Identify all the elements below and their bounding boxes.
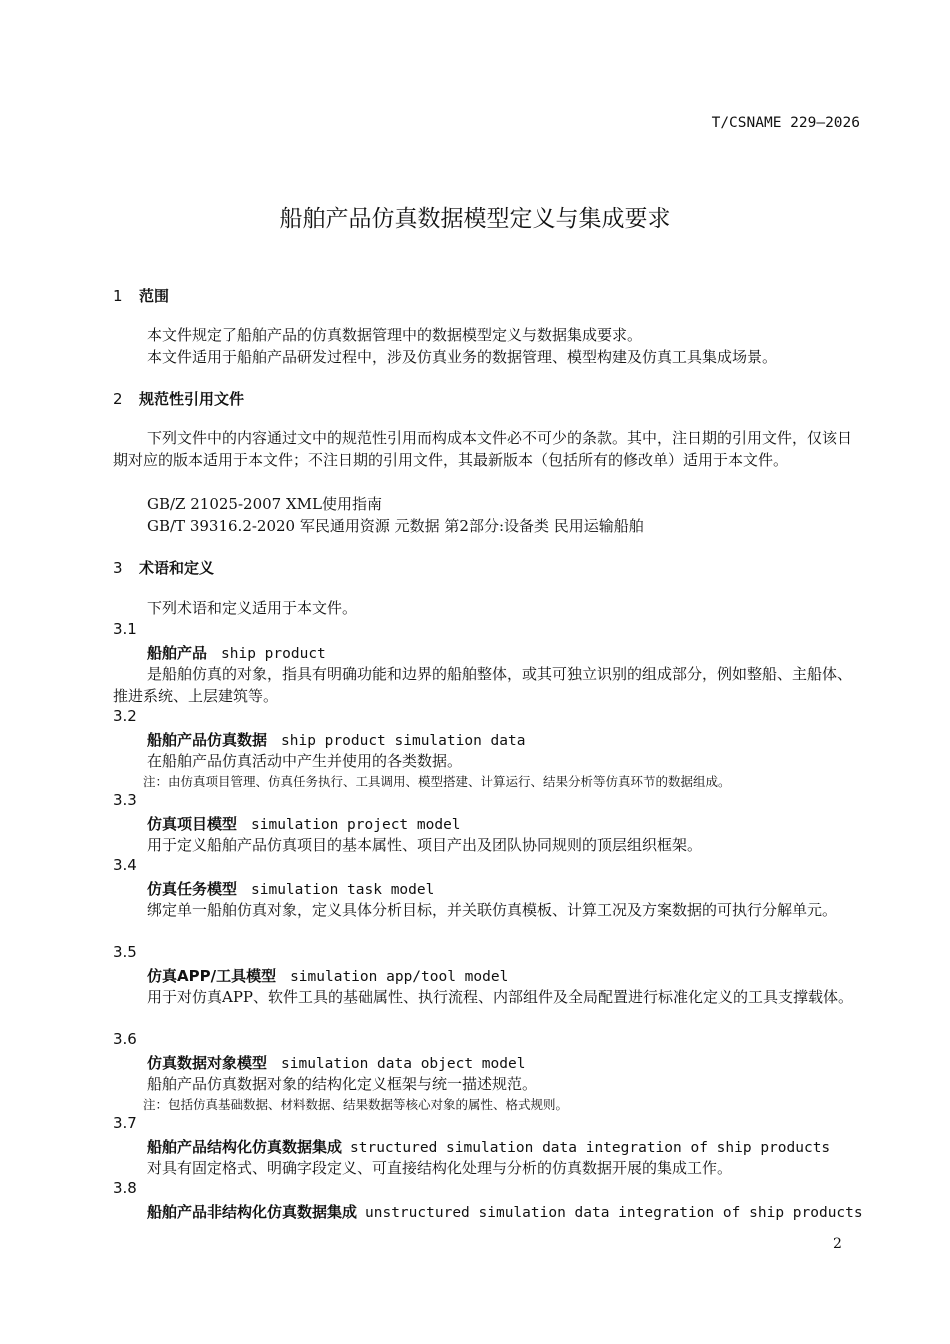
- term-number: 3.7: [113, 1114, 137, 1132]
- page-number: 2: [833, 1236, 842, 1252]
- term-zh: 船舶产品结构化仿真数据集成: [147, 1138, 343, 1156]
- term-zh: 船舶产品仿真数据: [147, 731, 268, 749]
- section-title: 规范性引用文件: [139, 390, 245, 408]
- term-heading: [147, 729, 525, 750]
- term-number: 3.3: [113, 791, 137, 809]
- term-en: structured simulation data integration of ship products: [350, 1140, 831, 1156]
- term-heading: [147, 1136, 830, 1157]
- term-definition: 绑定单一船舶仿真对象，定义具体分析目标，并关联仿真模板、计算工况及方案数据的可执行分解单元。: [147, 901, 838, 919]
- term-en: simulation task model: [251, 882, 435, 898]
- document-title: 船舶产品仿真数据模型定义与集成要求: [279, 206, 671, 232]
- section-3-heading: [113, 557, 214, 578]
- section-number: 2: [113, 390, 123, 408]
- term-heading: [147, 878, 434, 899]
- reference-item: GB/Z 21025-2007 XML使用指南: [147, 495, 382, 513]
- term-zh: 仿真数据对象模型: [147, 1054, 268, 1072]
- term-definition: 对具有固定格式、明确字段定义、可直接结构化处理与分析的仿真数据开展的集成工作。: [147, 1159, 733, 1177]
- term-heading: [147, 1052, 525, 1073]
- scope-paragraph-1: 本文件规定了船舶产品的仿真数据管理中的数据模型定义与数据集成要求。: [147, 326, 643, 344]
- section-2-heading: [113, 388, 244, 409]
- term-en: ship product: [221, 646, 326, 662]
- term-zh: 仿真APP/工具模型: [147, 967, 277, 985]
- term-definition: 用于定义船舶产品仿真项目的基本属性、项目产出及团队协同规则的顶层组织框架。: [147, 836, 703, 854]
- term-number: 3.5: [113, 943, 137, 961]
- scope-paragraph-2: 本文件适用于船舶产品研发过程中，涉及仿真业务的数据管理、模型构建及仿真工具集成场景。: [147, 348, 778, 366]
- term-en: simulation app/tool model: [290, 969, 509, 985]
- section-number: 3: [113, 559, 123, 577]
- term-heading: [147, 813, 461, 834]
- reference-item: GB/T 39316.2-2020 军民通用资源 元数据 第2部分:设备类 民用运输船舶: [147, 517, 644, 535]
- term-number: 3.2: [113, 707, 137, 725]
- term-en: simulation project model: [251, 817, 461, 833]
- term-heading: [147, 642, 326, 663]
- term-number: 3.4: [113, 856, 137, 874]
- term-number: 3.1: [113, 620, 137, 638]
- term-zh: 船舶产品非结构化仿真数据集成: [147, 1203, 358, 1221]
- term-definition: 用于对仿真APP、软件工具的基础属性、执行流程、内部组件及全局配置进行标准化定义的工具支撑载体。: [147, 988, 854, 1006]
- term-note: 注：包括仿真基础数据、材料数据、结果数据等核心对象的属性、格式规则。: [143, 1097, 569, 1112]
- document-code: T/CSNAME 229—2026: [711, 115, 860, 131]
- section-title: 范围: [139, 287, 170, 305]
- term-zh: 船舶产品: [147, 644, 208, 662]
- term-note: 注：由仿真项目管理、仿真任务执行、工具调用、模型搭建、计算运行、结果分析等仿真环节的数据组成。: [143, 774, 731, 789]
- term-definition: 船舶产品仿真数据对象的结构化定义框架与统一描述规范。: [147, 1075, 538, 1093]
- term-zh: 仿真项目模型: [147, 815, 238, 833]
- term-definition: 在船舶产品仿真活动中产生并使用的各类数据。: [147, 752, 463, 770]
- term-en: unstructured simulation data integration of ship products: [365, 1205, 863, 1221]
- normative-references-paragraph: 下列文件中的内容通过文中的规范性引用而构成本文件必不可少的条款。其中，注日期的引用文件，仅该日期对应的版本适用于本文件；不注日期的引用文件，其最新版本（包括所有的修改单）适用于本文件。: [113, 429, 853, 469]
- term-heading: [147, 965, 508, 986]
- term-en: ship product simulation data: [281, 733, 526, 749]
- term-en: simulation data object model: [281, 1056, 526, 1072]
- section-number: 1: [113, 287, 123, 305]
- section-title: 术语和定义: [139, 559, 215, 577]
- terms-intro: 下列术语和定义适用于本文件。: [147, 599, 358, 617]
- term-zh: 仿真任务模型: [147, 880, 238, 898]
- section-1-heading: [113, 285, 169, 306]
- term-definition: 是船舶仿真的对象，指具有明确功能和边界的船舶整体，或其可独立识别的组成部分，例如整船、主船体、推进系统、上层建筑等。: [113, 665, 853, 705]
- term-number: 3.8: [113, 1179, 137, 1197]
- term-number: 3.6: [113, 1030, 137, 1048]
- term-heading: [147, 1201, 863, 1222]
